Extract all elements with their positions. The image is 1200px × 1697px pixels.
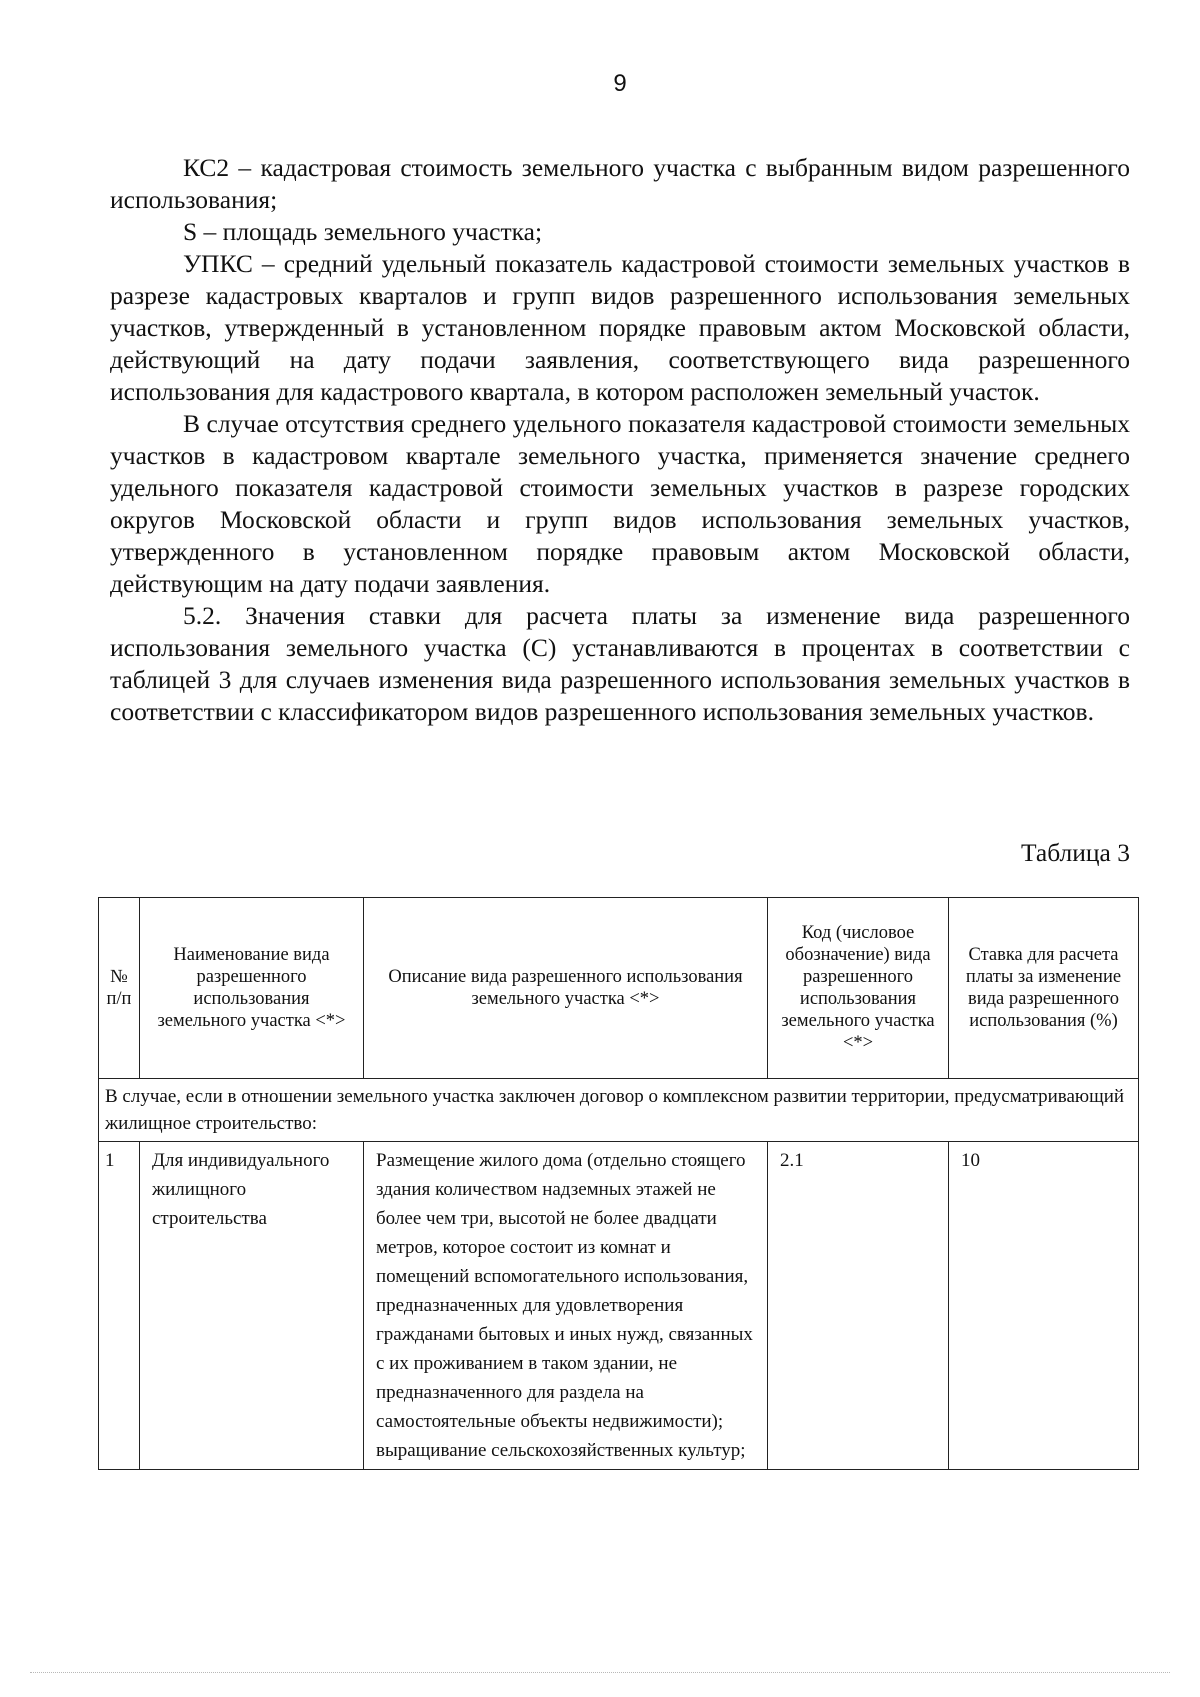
- table-caption: Таблица 3: [1020, 838, 1130, 867]
- header-rate: Ставка для расчета платы за изменение вида разрешенного использования (%): [949, 898, 1139, 1079]
- cell-num: 1: [99, 1142, 140, 1470]
- table-row: [99, 1142, 1139, 1470]
- table-header-row: [99, 898, 1139, 1079]
- description-part-1: Размещение жилого дома (отдельно стоящего здания количеством надземных этажей не более чем три, высотой не более двадцати метров, которое состоит из комнат и помещений вспомогательного использования, предназначенных для удовлетворения гражданами бытовых и иных нужд, связанных с их проживанием в таком здании, не предназначенного для раздела на самостоятельные объекты недвижимости);: [376, 1150, 753, 1432]
- paragraph-5-2: 5.2. Значения ставки для расчета платы за изменение вида разрешенного использования земельного участка (С) устанавливаются в процентах в соответствии с таблицей 3 для случаев изменения вида разрешенного использования земельных участков в соответствии с классификатором видов разрешенного использования земельных участков.: [110, 601, 1130, 726]
- header-code: Код (числовое обозначение) вида разрешенного использования земельного участка <*>: [768, 898, 949, 1079]
- paragraph-upks: УПКС – средний удельный показатель кадастровой стоимости земельных участков в разрезе кадастровых кварталов и групп видов разрешенного использования земельных участков, утвержденный в установленном порядке правовым актом Московской области, действующий на дату подачи заявления, соответствующего вида разрешенного использования для кадастрового квартала, в котором расположен земельный участок.: [110, 249, 1130, 406]
- header-description: Описание вида разрешенного использования земельного участка <*>: [364, 898, 768, 1079]
- cell-description: [364, 1142, 768, 1470]
- cell-rate: 10: [949, 1142, 1139, 1470]
- header-name: Наименование вида разрешенного использования земельного участка <*>: [140, 898, 364, 1079]
- scan-edge-line: [30, 1672, 1170, 1673]
- paragraph-ks2: КС2 – кадастровая стоимость земельного участка с выбранным видом разрешенного использования;: [110, 153, 1130, 214]
- header-num: № п/п: [99, 898, 140, 1079]
- table-section-row: [99, 1079, 1139, 1142]
- paragraph-absence-case: В случае отсутствия среднего удельного показателя кадастровой стоимости земельных участков в кадастровом квартале земельного участка, применяется значение среднего удельного показателя кадастровой стоимости земельных участков в разрезе городских округов Московской области и групп видов использования земельных участков, утвержденного в установленном порядке правовым актом Московской области, действующим на дату подачи заявления.: [110, 409, 1130, 598]
- rates-table: [98, 897, 1139, 1470]
- cell-code: 2.1: [768, 1142, 949, 1470]
- section-label: В случае, если в отношении земельного участка заключен договор о комплексном развитии территории, предусматривающий жилищное строительство:: [99, 1079, 1139, 1142]
- cell-name: Для индивидуального жилищного строительства: [140, 1142, 364, 1470]
- page-number: 9: [613, 70, 627, 97]
- paragraph-s: S – площадь земельного участка;: [183, 217, 543, 246]
- description-part-2: выращивание сельскохозяйственных культур;: [376, 1440, 746, 1461]
- body-text: [110, 152, 1130, 728]
